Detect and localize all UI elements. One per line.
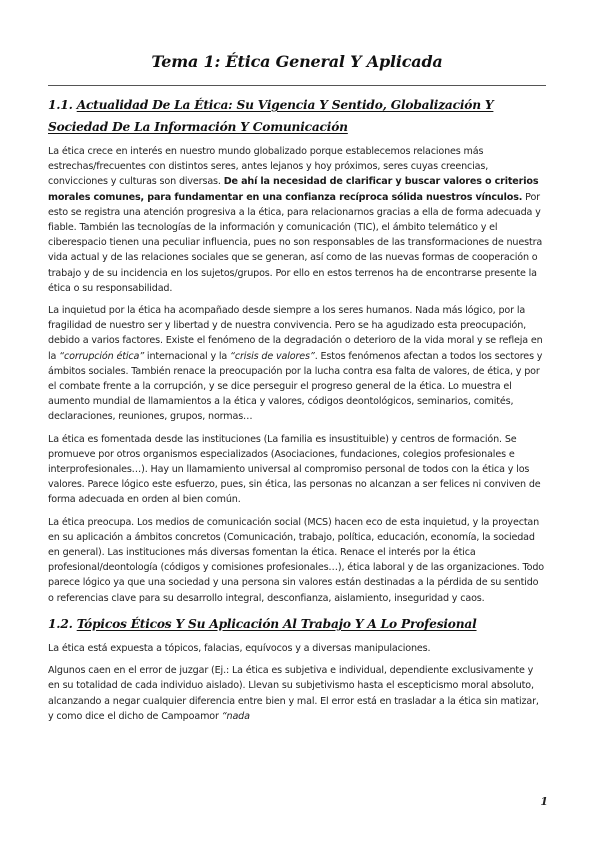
paragraph-text: Algunos caen en el error de juzgar (Ej.: La ética es subjetiva e individual, dependiente exclusivamente y en su totalidad de cada individuo aislado). Llevan su subjetivismo hasta el escepticismo moral absoluto, alcanzando a negar cualquier diferencia entre bien y mal. El error está en trasladar a la ética sin matizar, y como dice el dicho de Campoamor (48, 665, 539, 722)
section-1-heading (48, 94, 546, 138)
section-2-title: Tópicos Éticos Y Su Aplicación Al Trabajo Y A Lo Profesional (76, 616, 477, 631)
paragraph-text: La inquietud por la ética ha acompañado desde siempre a los seres humanos. Nada más lógico, por la fragilidad de nuestro ser y libertad y de nuestra convivencia. Pero se ha agudizado esta preocupación, debido a varios factores. Existe el fenómeno de la degradación o deterioro de la vida moral y se refleja en la (48, 305, 543, 362)
section-1-number: 1.1. (48, 98, 73, 112)
document-page (48, 52, 546, 731)
section-1-paragraph-4: La ética preocupa. Los medios de comunicación social (MCS) hacen eco de esta inquietud, y la proyectan en su aplicación a ámbitos concretos (Comunicación, trabajo, política, educación, economía, la sociedad en general). Las instituciones más diversas fomentan la ética. Renace el interés por la ética profesional/deontología (códigos y comisiones profesionales…), ética laboral y de las organizaciones. Todo parece lógico ya que una sociedad y una persona sin valores están destinadas a la pérdida de su sentido o referencias clave para su desarrollo integral, desconfianza, aislamiento, inseguridad y caos. (48, 516, 544, 604)
paragraph-bold-text: De ahí la necesidad de clarificar y buscar valores o criterios morales comunes, para fundamentar en una confianza recíproca sólida nuestros vínculos. (48, 176, 539, 203)
section-1-paragraph-1 (48, 144, 546, 296)
section-2-paragraph-1: La ética está expuesta a tópicos, falacias, equívocos y a diversas manipulaciones. (48, 642, 431, 654)
title-divider (48, 85, 546, 86)
paragraph-text: internacional y la (144, 350, 231, 362)
section-2-heading (48, 613, 546, 635)
section-1-title: Actualidad De La Ética: Su Vigencia Y Sentido, Globalización Y Sociedad De La Información Y Comunicación (48, 98, 494, 134)
paragraph-text: Por esto se registra una atención progresiva a la ética, para relacionarnos gracias a ella de forma adecuada y fiable. También las tecnologías de la información y comunicación (TIC), el ámbito telemático y el ciberespacio tienen una peculiar influencia, pues no son responsables de las transformaciones de nuestra vida actual y de las relaciones sociales que se generan, así como de las nuevas formas de cooperación o trabajo y de su incidencia en los sujetos/grupos. Por ello en estos terrenos ha de encontrarse presente la ética o su responsabilidad. (48, 191, 543, 294)
page-number: 1 (540, 795, 548, 808)
document-title: Tema 1: Ética General Y Aplicada (151, 52, 443, 71)
paragraph-text: . Estos fenómenos afectan a todos los sectores y ámbitos sociales. También renace la preocupación por la lucha contra esa falta de valores, de ética, y por el combate frente a la corrupción, y se dice perseguir el progreso general de la ética. Lo muestra el aumento mundial de llamamientos a la ética y valores, códigos deontológicos, seminarios, comités, declaraciones, reuniones, grupos, normas… (48, 350, 543, 423)
paragraph-italic-text: “crisis de valores” (230, 350, 315, 362)
paragraph-italic-text: “corrupción ética” (59, 350, 145, 362)
paragraph-text: La ética crece en interés en nuestro mundo globalizado porque establecemos relaciones más estrechas/frecuentes con distintos seres, antes lejanos y hoy próximos, seres cuyas creencias, convicciones y culturas son diversas. (48, 146, 489, 188)
paragraph-italic-text: “nada (221, 710, 250, 722)
section-1-paragraph-2 (48, 303, 546, 425)
section-1-paragraph-3: La ética es fomentada desde las instituciones (La familia es insustituible) y centros de formación. Se promueve por otros organismos especializados (Asociaciones, fundaciones, colegios profesionales e interprofesionales…). Hay un llamamiento universal al compromiso personal de todos con la ética y los valores. Parece lógico este esfuerzo, pues, sin ética, las personas no alcanzan a ser felices ni conviven de forma adecuada en orden al bien común. (48, 433, 541, 506)
section-2-paragraph-2 (48, 663, 546, 724)
section-2-number: 1.2. (48, 616, 73, 631)
